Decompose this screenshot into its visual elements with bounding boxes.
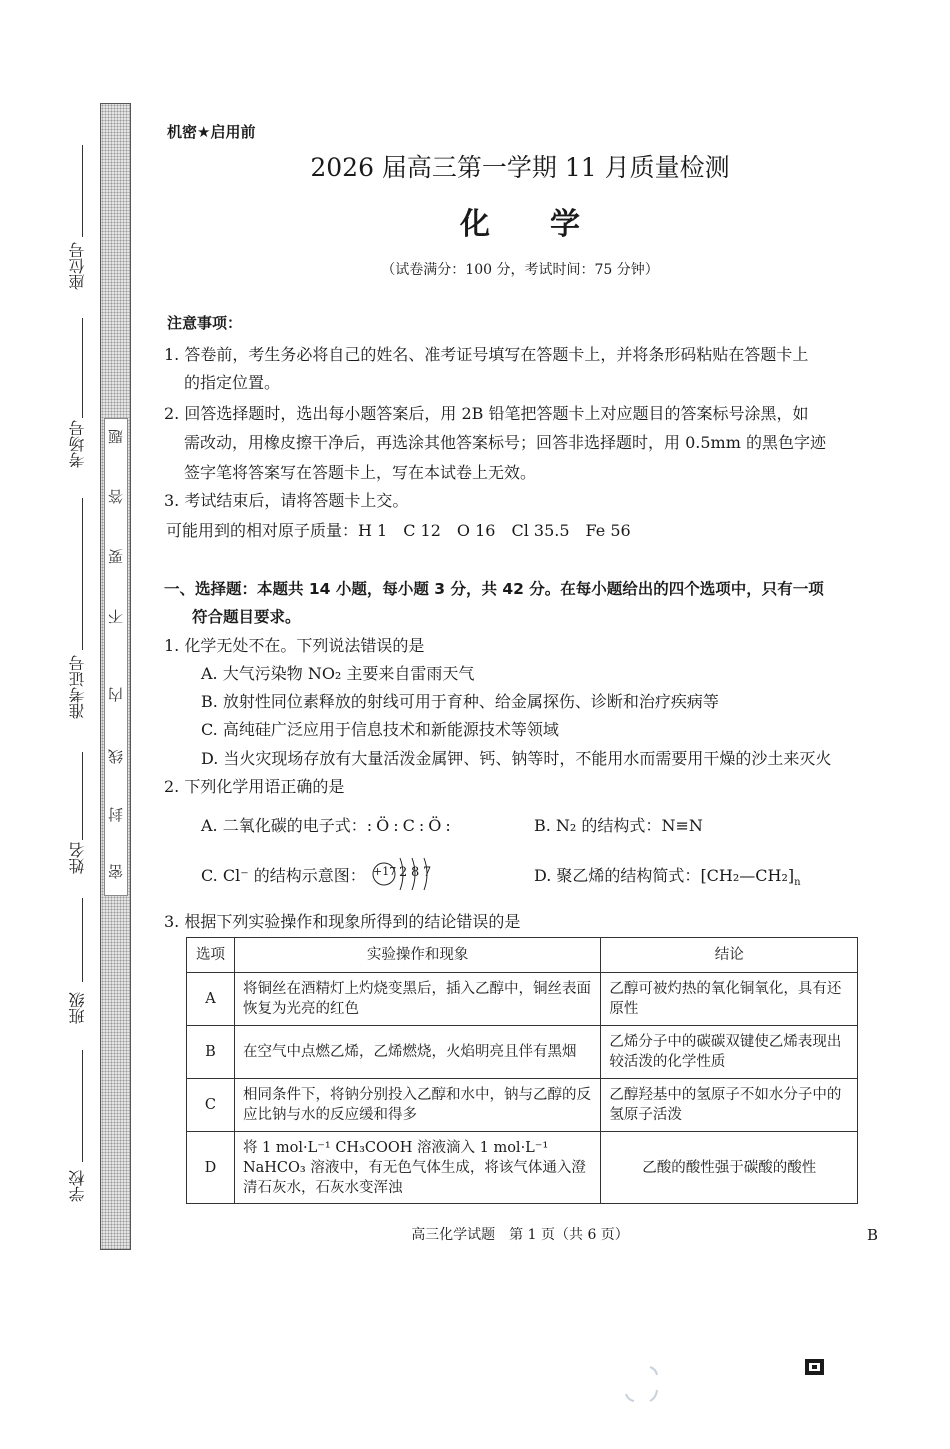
scan-mark-icon — [622, 1364, 662, 1404]
exam-title: 2026 届高三第一学期 11 月质量检测 — [310, 153, 730, 182]
operation-cell: 相同条件下，将钠分别投入乙醇和水中，钠与乙醇的反应比钠与水的反应缓和得多 — [234, 1079, 600, 1132]
polyethylene-formula: [CH₂—CH₂] — [700, 866, 795, 885]
conclusion-cell: 乙醇可被灼热的氧化铜氧化，具有还原性 — [601, 973, 858, 1026]
secret-mark: 机密★启用前 — [167, 123, 256, 141]
shell-electrons: 7 — [423, 865, 432, 880]
subject-title: 化 学 — [460, 207, 580, 242]
q1-option-b: B. 放射性同位素释放的射线可用于育种、给金属探伤、诊断和治疗疾病等 — [201, 692, 719, 711]
q2-option-c-label: C. Cl⁻ 的结构示意图： — [201, 866, 366, 885]
seal-notice-box — [104, 418, 128, 896]
option-cell: B — [187, 1026, 235, 1079]
conclusion-cell: 乙烯分子中的碳碳双键使乙烯表现出较活泼的化学性质 — [601, 1026, 858, 1079]
q2-option-a-label: A. 二氧化碳的电子式： — [201, 816, 367, 835]
table-header: 实验操作和现象 — [234, 938, 600, 973]
notice-item-2: 2. 回答选择题时，选出每小题答案后，用 2B 铅笔把答题卡上对应题目的答案标号涂黑，如 — [164, 404, 809, 423]
notice-item-2-cont: 签字笔将答案写在答题卡上，写在本试卷上无效。 — [184, 463, 537, 482]
q1-option-a: A. 大气污染物 NO₂ 主要来自雷雨天气 — [201, 664, 475, 683]
q3-stem: 3. 根据下列实验操作和现象所得到的结论错误的是 — [164, 912, 521, 931]
conclusion-cell: 乙酸的酸性强于碳酸的酸性 — [601, 1132, 858, 1204]
q1-option-d: D. 当火灾现场存放有大量活泼金属钾、钙、钠等时，不能用水而需要用干燥的沙土来灭火 — [201, 749, 832, 768]
room-label: 考场号 — [68, 420, 87, 468]
operation-cell: 在空气中点燃乙烯，乙烯燃烧，火焰明亮且伴有黑烟 — [234, 1026, 600, 1079]
seal-char: 不 — [107, 609, 125, 624]
shell-electrons: 8 — [411, 865, 420, 880]
name-label: 姓名 — [68, 842, 87, 874]
q1-stem: 1. 化学无处不在。下列说法错误的是 — [164, 636, 425, 655]
q2-option-b — [534, 813, 703, 836]
option-cell: C — [187, 1079, 235, 1132]
q2-option-d — [534, 863, 801, 888]
seal-char: 要 — [107, 549, 125, 564]
exam-info: （试卷满分：100 分，考试时间：75 分钟） — [381, 262, 659, 278]
section-heading: 一、选择题：本题共 14 小题，每小题 3 分，共 42 分。在每小题给出的四个选项中，只有一项 — [164, 580, 824, 598]
q2-option-a — [201, 813, 455, 836]
n2-structure-formula: N≡N — [661, 816, 703, 835]
q2-stem: 2. 下列化学用语正确的是 — [164, 777, 345, 796]
table-row — [187, 1079, 858, 1132]
notice-item-3: 3. 考试结束后，请将答题卡上交。 — [164, 491, 409, 510]
notice-item-1: 1. 答卷前，考生务必将自己的姓名、准考证号填写在答题卡上，并将条形码粘贴在答题卡上 — [164, 345, 809, 364]
cl-ion-diagram — [370, 852, 440, 892]
conclusion-cell: 乙醇羟基中的氢原子不如水分子中的氢原子活泼 — [601, 1079, 858, 1132]
seal-char: 密 — [107, 864, 125, 879]
name-line — [82, 752, 83, 840]
seal-char: 内 — [107, 687, 125, 702]
seat-label: 座位号 — [68, 242, 87, 290]
polymer-degree: n — [794, 877, 801, 889]
table-row — [187, 1026, 858, 1079]
table-header: 选项 — [187, 938, 235, 973]
co2-electron-formula: :Ö:C:Ö: — [366, 816, 455, 835]
room-line — [82, 318, 83, 418]
seal-char: 答 — [107, 489, 125, 504]
class-label: 班级 — [68, 992, 87, 1024]
school-label: 学校 — [68, 1170, 87, 1202]
seal-char: 封 — [107, 807, 125, 822]
option-cell: A — [187, 973, 235, 1026]
q2-option-b-label: B. N₂ 的结构式： — [534, 816, 662, 835]
q2-option-d-label: D. 聚乙烯的结构简式： — [534, 866, 701, 885]
q2-option-c — [201, 863, 366, 886]
seal-char: 线 — [107, 749, 125, 764]
admission-label: 准考证号 — [68, 655, 87, 719]
section-heading-cont: 符合题目要求。 — [192, 608, 301, 626]
operation-cell: 将铜丝在酒精灯上灼烧变黑后，插入乙醇中，铜丝表面恢复为光亮的红色 — [234, 973, 600, 1026]
nucleus-charge: +17 — [373, 865, 397, 878]
admission-line — [82, 498, 83, 650]
seal-char: 题 — [107, 429, 125, 444]
table-row — [187, 1132, 858, 1204]
q1-option-c: C. 高纯硅广泛应用于信息技术和新能源技术等领域 — [201, 720, 559, 739]
version-mark: B — [867, 1226, 879, 1244]
corner-mark-icon — [804, 1358, 826, 1380]
notice-item-1-cont: 的指定位置。 — [184, 373, 281, 392]
shell-electrons: 2 — [399, 865, 408, 880]
notice-item-2-cont: 需改动，用橡皮擦干净后，再选涂其他答案标号；回答非选择题时，用 0.5mm 的黑色字迹 — [184, 433, 826, 452]
table-header-row — [187, 938, 858, 973]
experiment-table — [186, 937, 858, 1204]
option-cell: D — [187, 1132, 235, 1204]
table-header: 结论 — [601, 938, 858, 973]
atomic-mass: 可能用到的相对原子质量：H 1 C 12 O 16 Cl 35.5 Fe 56 — [166, 521, 631, 540]
table-row — [187, 973, 858, 1026]
class-line — [82, 898, 83, 982]
notice-heading: 注意事项： — [167, 314, 243, 332]
school-line — [82, 1050, 83, 1162]
operation-cell: 将 1 mol·L⁻¹ CH₃COOH 溶液滴入 1 mol·L⁻¹ NaHCO₃ 溶液中，有无色气体生成，将该气体通入澄清石灰水，石灰水变浑浊 — [234, 1132, 600, 1204]
page-footer: 高三化学试题 第 1 页（共 6 页） — [411, 1227, 629, 1243]
